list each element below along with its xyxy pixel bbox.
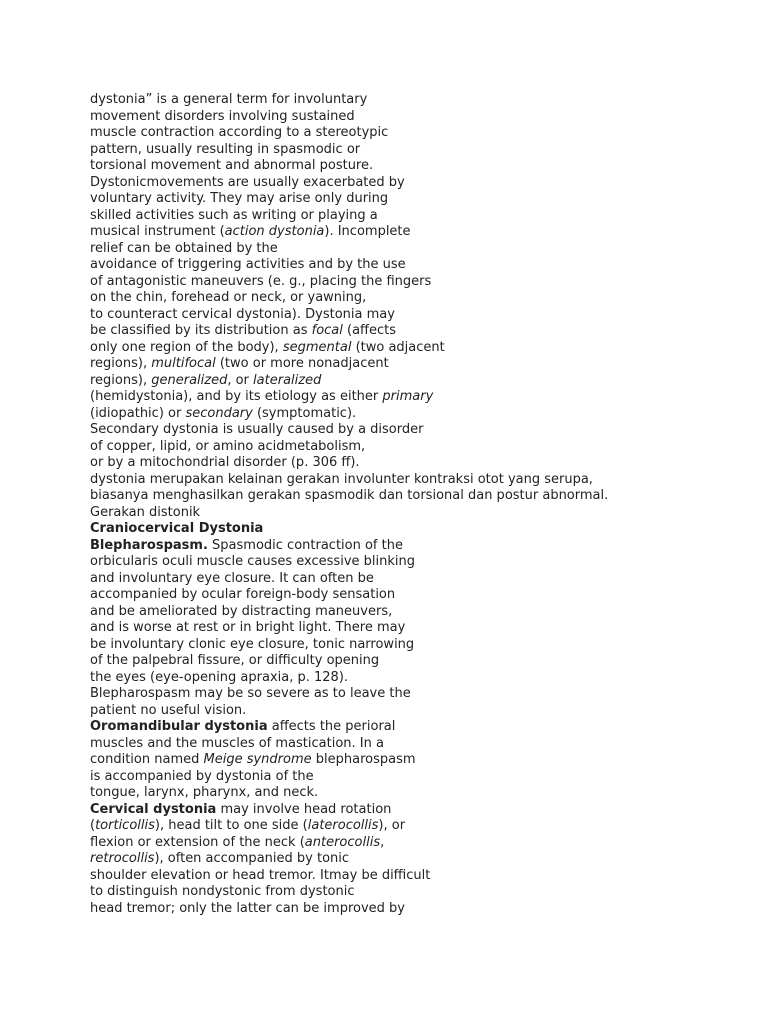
text-line: tongue, larynx, pharynx, and neck. <box>90 785 319 800</box>
italic-term: multifocal <box>151 356 216 371</box>
text-line <box>90 521 760 538</box>
text-line <box>90 835 760 852</box>
text-line: Gerakan distonik <box>90 504 201 520</box>
italic-term: action dystonia <box>224 224 325 239</box>
text-line: biasanya menghasilkan gerakan spasmodik dan torsional dan postur abnormal. <box>90 488 609 503</box>
text-line <box>90 373 760 390</box>
text-line: voluntary activity. They may arise only during <box>90 191 389 206</box>
text-run: Spasmodic contraction of the <box>207 537 403 553</box>
text-run: ), or <box>378 818 406 833</box>
text-line: is accompanied by dystonia of the <box>90 768 314 784</box>
text-run: ), head tilt to one side ( <box>154 818 308 833</box>
text-line: be involuntary clonic eye closure, tonic narrowing <box>90 636 415 652</box>
text-run: (two or more nonadjacent <box>215 356 389 371</box>
text-line: and involuntary eye closure. It can often be <box>90 570 374 586</box>
text-line <box>90 719 760 736</box>
text-run: flexion or extension of the neck ( <box>90 834 305 850</box>
text-line: shoulder elevation or head tremor. Itmay be difficult <box>90 867 431 883</box>
text-run: regions), <box>90 356 152 371</box>
text-line: the eyes (eye-opening apraxia, p. 128). <box>90 669 349 685</box>
bold-heading: Cervical dystonia <box>90 801 217 817</box>
text-line <box>90 389 760 406</box>
text-line: patient no useful vision. <box>90 702 247 718</box>
text-run: affects the perioral <box>267 719 396 734</box>
text-line: accompanied by ocular foreign-body sensation <box>90 587 396 602</box>
italic-term: lateralized <box>253 372 322 388</box>
text-run: (affects <box>342 323 397 338</box>
text-line: skilled activities such as writing or playing a <box>90 207 378 223</box>
text-line: movement disorders involving sustained <box>90 108 355 124</box>
text-line: orbicularis oculi muscle causes excessive blinking <box>90 554 415 569</box>
text-line: muscle contraction according to a stereotypic <box>90 125 389 140</box>
italic-term: generalized <box>151 372 228 388</box>
text-line <box>90 406 760 423</box>
text-run: ( <box>90 818 96 833</box>
text-line <box>90 224 760 241</box>
italic-term: laterocollis <box>307 818 379 833</box>
bold-heading: Craniocervical Dystonia <box>90 521 264 536</box>
text-run: (symptomatic). <box>252 405 357 421</box>
text-line <box>90 538 760 555</box>
text-line: dystonia” is a general term for involuntary <box>90 92 368 107</box>
text-line <box>90 818 760 835</box>
text-line: to distinguish nondystonic from dystonic <box>90 884 355 899</box>
italic-term: Meige syndrome <box>203 752 312 767</box>
text-line: to counteract cervical dystonia). Dystonia may <box>90 306 395 322</box>
text-line <box>90 323 760 340</box>
text-line: or by a mitochondrial disorder (p. 306 ff). <box>90 455 360 470</box>
text-run: musical instrument ( <box>90 224 225 239</box>
text-run: (idiopathic) or <box>90 405 186 421</box>
text-run: ). Incomplete <box>324 224 411 239</box>
text-run: (two adjacent <box>351 339 445 355</box>
text-line: and is worse at rest or in bright light. There may <box>90 620 406 635</box>
text-line: torsional movement and abnormal posture. <box>90 158 374 173</box>
italic-term: primary <box>382 389 434 404</box>
text-run: ), often accompanied by tonic <box>154 851 350 866</box>
text-run: blepharospasm <box>311 752 416 767</box>
text-run: be classified by its distribution as <box>90 323 312 338</box>
bold-heading: Oromandibular dystonia <box>90 719 268 734</box>
text-line: and be ameliorated by distracting maneuvers, <box>90 603 393 619</box>
bold-heading: Blepharospasm. <box>90 537 208 553</box>
text-line <box>90 752 760 769</box>
text-line: Secondary dystonia is usually caused by a disorder <box>90 422 424 437</box>
text-line: avoidance of triggering activities and by the use <box>90 257 406 272</box>
text-line: Blepharospasm may be so severe as to leave the <box>90 686 411 701</box>
italic-term: segmental <box>282 339 352 355</box>
text-line: dystonia merupakan kelainan gerakan involunter kontraksi otot yang serupa, <box>90 471 593 487</box>
text-line <box>90 356 760 373</box>
text-line: of the palpebral fissure, or difficulty opening <box>90 653 380 668</box>
text-line: pattern, usually resulting in spasmodic or <box>90 141 361 157</box>
text-line: relief can be obtained by the <box>90 240 278 256</box>
text-run: , <box>380 834 385 850</box>
italic-term: secondary <box>185 405 253 421</box>
italic-term: anterocollis <box>304 834 381 850</box>
italic-term: torticollis <box>95 818 155 833</box>
text-run: only one region of the body), <box>90 339 283 355</box>
text-line: head tremor; only the latter can be improved by <box>90 900 405 916</box>
text-run: (hemidystonia), and by its etiology as either <box>90 389 383 404</box>
text-line: muscles and the muscles of mastication. In a <box>90 735 384 751</box>
text-line <box>90 802 760 819</box>
text-line: of antagonistic maneuvers (e. g., placing the fingers <box>90 273 432 289</box>
text-line <box>90 340 760 357</box>
text-run: condition named <box>90 752 204 767</box>
document-text <box>90 92 760 917</box>
text-line: on the chin, forehead or neck, or yawning, <box>90 290 367 305</box>
text-line: Dystonicmovements are usually exacerbated by <box>90 174 405 190</box>
text-run: may involve head rotation <box>216 801 392 817</box>
text-line: of copper, lipid, or amino acidmetabolism, <box>90 438 366 454</box>
italic-term: retrocollis <box>90 851 155 866</box>
text-line <box>90 851 760 868</box>
italic-term: focal <box>311 323 343 338</box>
text-run: regions), <box>90 372 152 388</box>
text-run: , or <box>227 372 254 388</box>
